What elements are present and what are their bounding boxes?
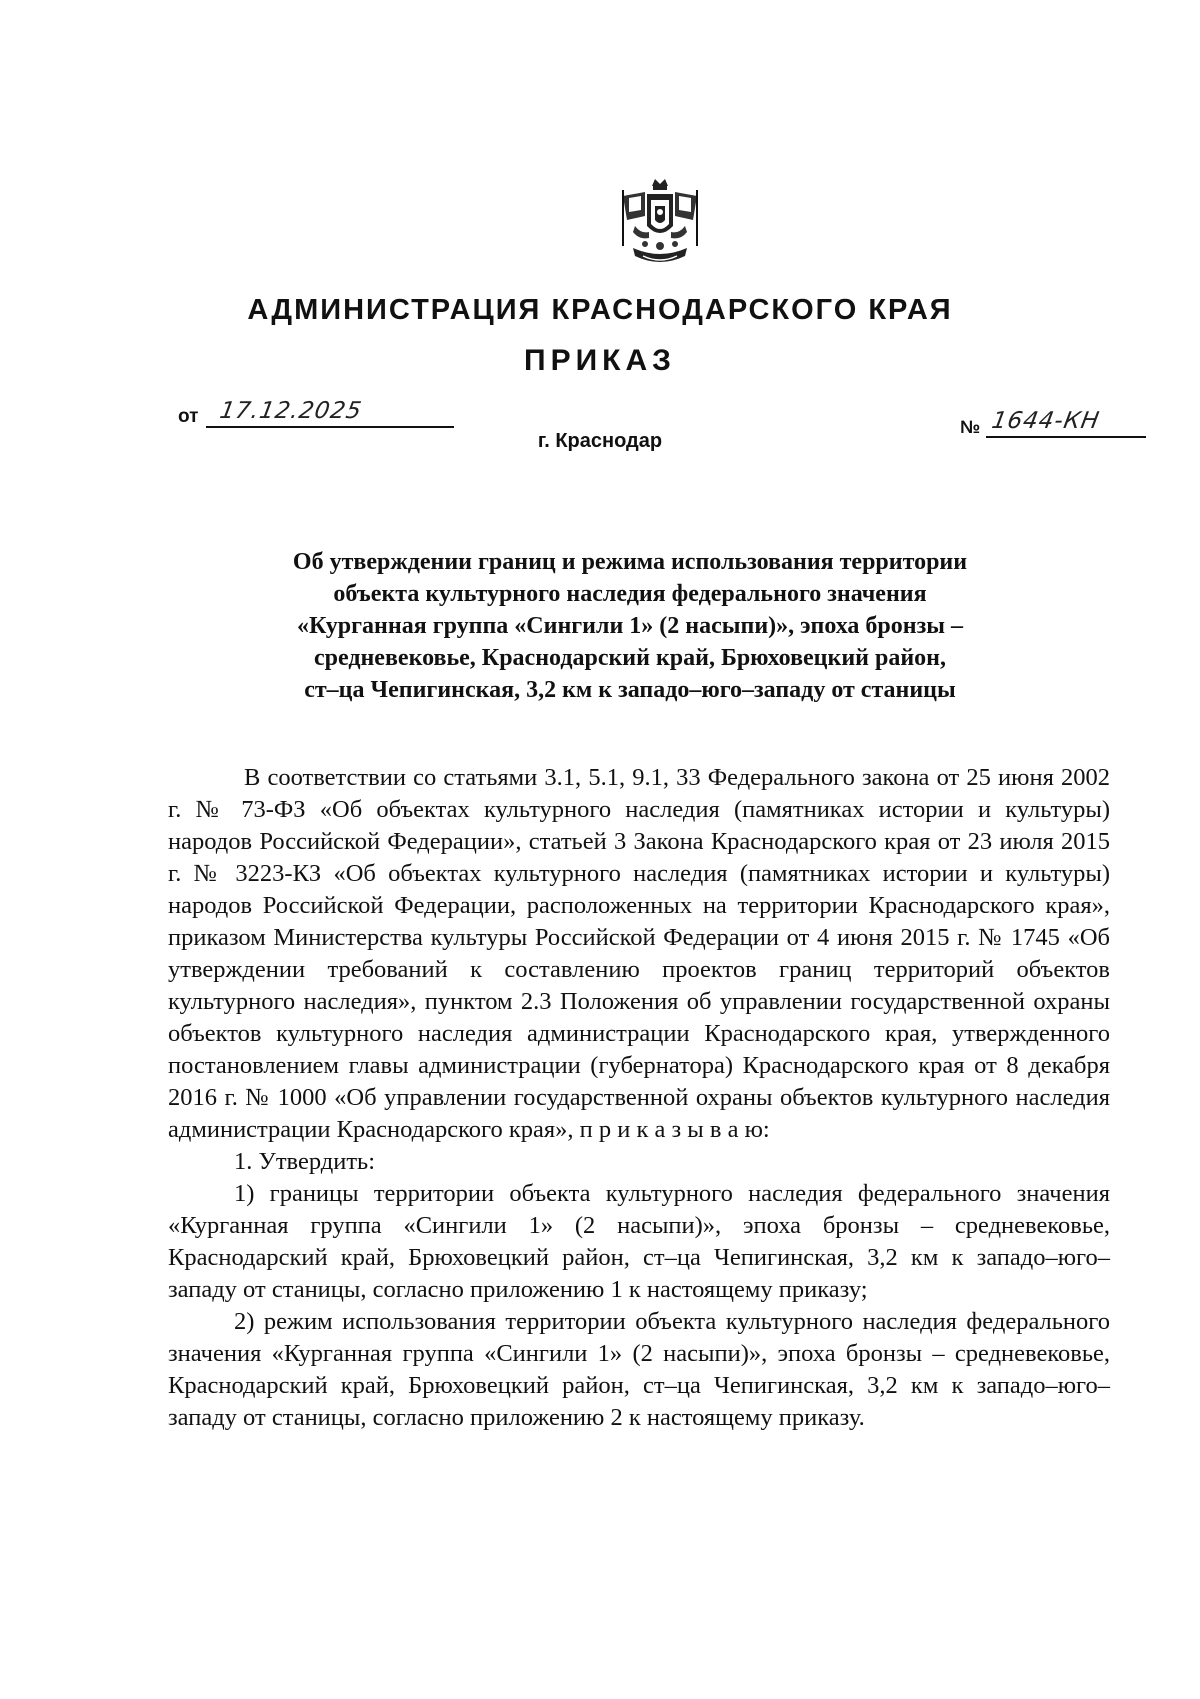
- preamble-paragraph: В соответствии со статьями 3.1, 5.1, 9.1, 33 Федерального закона от 25 июня 2002 г. № 73-ФЗ «Об объектах культурного наследия (памятниках истории и культуры) народов Российской Федерации», статьей 3 Закона Краснодарского края от 23 июля 2015 г. № 3223-КЗ «Об объектах культурного наследия (памятниках истории и культуры) народов Российской Федерации, расположенных на территории Краснодарского края», приказом Министерства культуры Российской Федерации от 4 июня 2015 г. № 1745 «Об утверждении требований к составлению проектов границ территорий объектов культурного наследия», пунктом 2.3 Положения об управлении государственной охраны объектов культурного наследия администрации Краснодарского края, утвержденного постановлением главы администрации (губернатора) Краснодарского края от 8 декабря 2016 г. № 1000 «Об управлении государственной охраны объектов культурного наследия администрации Краснодарского края», п р и к а з ы в а ю:: [168, 764, 1110, 1143]
- title-line: Об утверждении границ и режима использования территории: [292, 549, 968, 575]
- title-line: «Курганная группа «Сингили 1» (2 насыпи)», эпоха бронзы –: [297, 613, 963, 639]
- document-body: [168, 762, 1110, 1434]
- coat-of-arms-icon: [615, 176, 705, 276]
- date-handwritten: 17.12.2025: [218, 398, 365, 424]
- order-item-1-1: 1) границы территории объекта культурного наследия федерального значения «Курганная группа «Сингили 1» (2 насыпи)», эпоха бронзы – средневековье, Краснодарский край, Брюховецкий район, ст–ца Чепигинская, 3,2 км к западо–юго–западу от станицы, согласно приложению 1 к настоящему приказу;: [168, 1180, 1110, 1303]
- date-prefix: от: [178, 406, 199, 427]
- title-line: объекта культурного наследия федерального значения: [333, 581, 927, 607]
- organization-name: АДМИНИСТРАЦИЯ КРАСНОДАРСКОГО КРАЯ: [247, 294, 953, 326]
- order-item-1-2: 2) режим использования территории объекта культурного наследия федерального значения «Курганная группа «Сингили 1» (2 насыпи)», эпоха бронзы – средневековье, Краснодарский край, Брюховецкий район, ст–ца Чепигинская, 3,2 км к западо–юго–западу от станицы, согласно приложению 2 к настоящему приказу.: [168, 1308, 1110, 1431]
- number-prefix: №: [960, 417, 981, 437]
- document-type: ПРИКАЗ: [524, 344, 676, 377]
- date-underline: [206, 398, 454, 428]
- order-item-1: 1. Утвердить:: [234, 1148, 376, 1175]
- document-title: [200, 546, 1060, 706]
- title-line: средневековье, Краснодарский край, Брюховецкий район,: [314, 645, 946, 671]
- city: г. Краснодар: [537, 430, 663, 452]
- number-handwritten: 1644-КН: [989, 408, 1102, 434]
- title-line: ст–ца Чепигинская, 3,2 км к западо–юго–западу от станицы: [304, 677, 956, 703]
- date-field: [178, 398, 454, 428]
